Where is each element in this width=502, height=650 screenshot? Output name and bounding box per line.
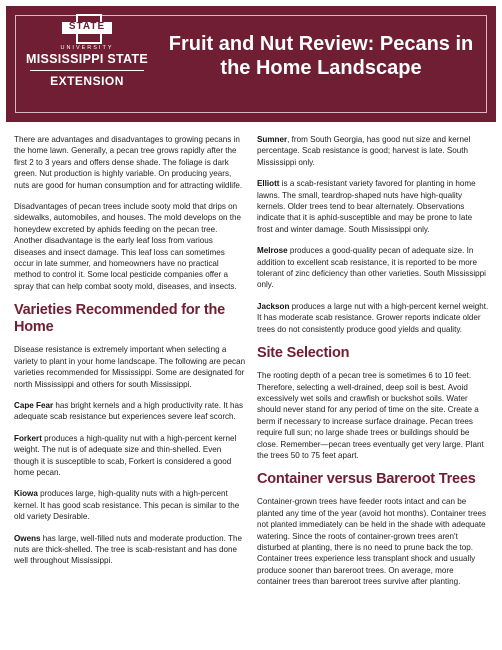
varieties-intro: Disease resistance is extremely important when selecting a variety to plant in your home landscape. The following are pecan varieties recommended for Mississippi. Some are designated for north Mississippi and others for south Mississippi. (14, 345, 246, 389)
variety-description: produces a good-quality pecan of adequate size. In addition to excellent scab resistance, it is reported to be more tolerant of zinc deficiency than other varieties. South Mississippi only. (257, 246, 486, 290)
variety-description: is a scab-resistant variety favored for planting in home lawns. The small, teardrop-shaped nuts have high-quality kernels. Older trees tend to bear alternately. Observations indicate that it is aphid-susceptible and may be prone to late frost and winter damage. South Mississippi only. (257, 179, 476, 234)
logo-extension: EXTENSION (50, 74, 124, 88)
site-selection-heading: Site Selection (257, 345, 350, 362)
variety-description: has large, well-filled nuts and moderate production. The nuts are thick-shelled. The tree is scab-resistant and has done well throughout Mississippi. (14, 533, 242, 566)
variety-name: Forkert (14, 433, 42, 443)
logo-divider (30, 70, 144, 71)
container-paragraph: Container-grown trees have feeder roots intact and can be planted any time of the year (avoid hot months). Container trees not planted immediately can be held in the shade with adequate watering. Since the roots of container-grown trees aren't disturbed at planting, there is no need to prune back the top. Container trees experience less transplant shock and usually produce sooner than bareroot trees. On average, more container trees than bareroot trees survive after planting. (257, 497, 486, 587)
logo-name: MISSISSIPPI STATE (25, 52, 149, 66)
variety-kiowa (14, 488, 246, 522)
variety-description: produces large, high-quality nuts with a high-percent kernel. It has good scab resistance. This pecan is similar to the old variety Desirable. (14, 489, 240, 522)
variety-description: produces a large nut with a high-percent kernel weight. It has moderate scab resistance. Grower reports indicate older trees do not consistently produce good yields and quality. (257, 301, 489, 334)
site-selection-paragraph: The rooting depth of a pecan tree is sometimes 6 to 10 feet. Therefore, selecting a well-drained, deep soil is best. Avoid excessively wet soils and crawfish or buckshot soils. Water should never stand for any period of time on the site. Create a berm if necessary to increase surface drainage. Pecan trees require full sun; no large shade trees or buildings should be close. Remember—pecan trees eventually get very large. Plant the trees 50 to 75 feet apart. (257, 371, 484, 460)
variety-name: Elliott (257, 179, 280, 189)
right-column (257, 134, 489, 598)
variety-name: Melrose (257, 246, 288, 256)
container-heading: Container versus Bareroot Trees (257, 471, 476, 488)
variety-description: , from South Georgia, has good nut size and kernel percentage. Scab resistance is good; harvest is late. South Mississippi only. (257, 135, 471, 167)
varieties-heading: Varieties Recommended for the Home (14, 302, 225, 336)
variety-name: Jackson (257, 301, 290, 311)
variety-melrose (257, 245, 489, 291)
variety-cape-fear (14, 400, 246, 423)
variety-description: has bright kernels and a high productivity rate. It has adequate scab resistance but experiences severe leaf scorch. (14, 400, 243, 422)
state-shield-icon: STATE (62, 14, 112, 44)
variety-name: Cape Fear (14, 400, 54, 410)
msu-extension-logo (24, 14, 150, 88)
variety-jackson (257, 301, 489, 335)
intro-paragraph: There are advantages and disadvantages to growing pecans in the home lawn. Generally, a pecan tree grows rapidly after the first 2 to 3 years and offers dense shade. The foliage is dark green. Nut production is highly variable. On producing years, nuts are good for human consumption and for attracting wildlife. (14, 135, 243, 190)
header-banner (6, 6, 496, 122)
left-column (14, 134, 246, 577)
variety-forkert (14, 433, 246, 479)
variety-owens (14, 533, 246, 567)
disadvantages-paragraph: Disadvantages of pecan trees include sooty mold that drips on sidewalks, automobiles, and houses. The mold develops on the honeydew excreted by aphids feeding on the pecan tree. Another disadvantage is the early leaf loss from various diseases and insect damage. This leaf loss can sometimes occur in late summer, and homeowners have no practical method to control it. Some local pesticide companies offer a spray that can help combat sooty mold, diseases, and insects. (14, 202, 242, 291)
page-title: Fruit and Nut Review: Pecans in the Home Landscape (168, 33, 474, 79)
variety-name: Owens (14, 533, 41, 543)
variety-name: Kiowa (14, 489, 38, 499)
variety-sumner (257, 134, 489, 168)
logo-university: UNIVERSITY (60, 45, 114, 51)
variety-elliott (257, 178, 489, 235)
variety-name: Sumner (257, 135, 288, 144)
variety-description: produces a high-quality nut with a high-percent kernel weight. The nut is of adequate size and thin-shelled. Even though it is susceptible to scab, Forkert is considered a good home pecan. (14, 433, 237, 477)
